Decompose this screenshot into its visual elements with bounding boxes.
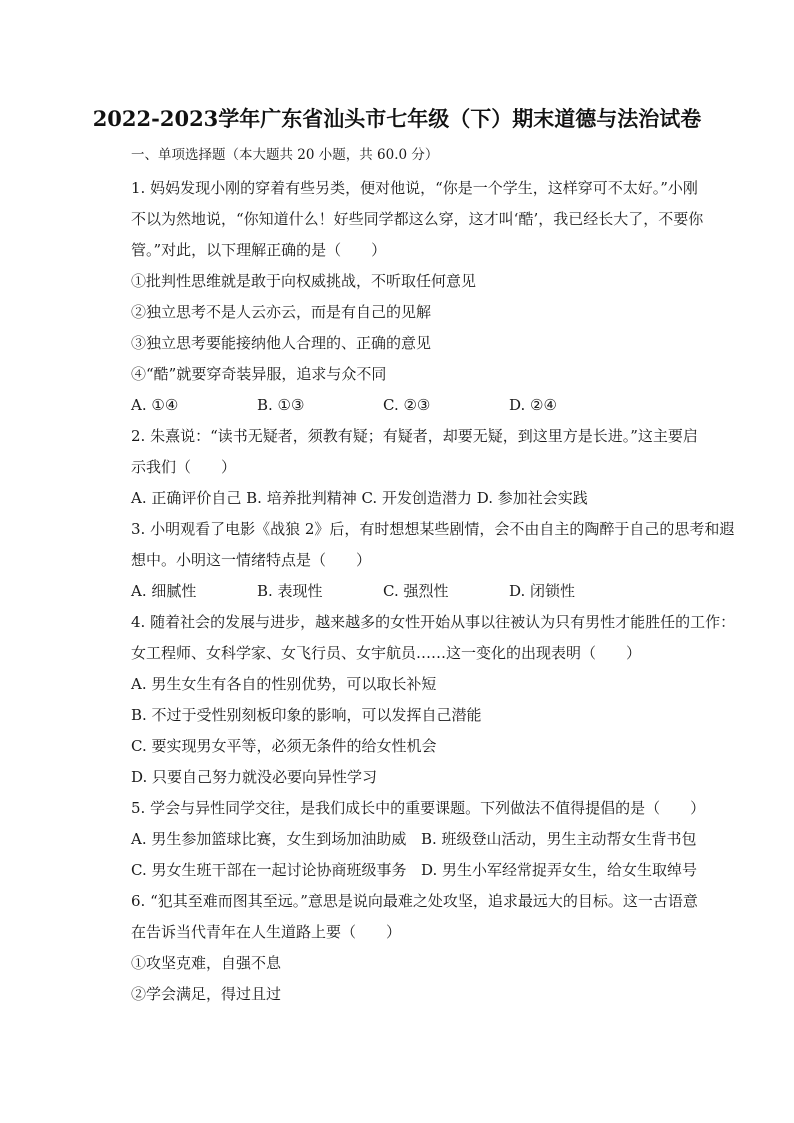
answer-options	[131, 824, 711, 855]
question-stem-line: 4. 随着社会的发展与进步，越来越多的女性开始从事以往被认为只有男性才能胜任的工作：	[131, 613, 736, 631]
question-stem-line: 想中。小明这一情绪特点是（ ）	[131, 551, 372, 569]
option-b[interactable]: B. 表现性	[257, 582, 323, 600]
statement-item: ①攻坚克难，自强不息	[131, 954, 282, 972]
question-stem-line: 5. 学会与异性同学交往，是我们成长中的重要课题。下列做法不值得提倡的是（ ）	[131, 799, 706, 817]
option-d[interactable]: D. 男生小军经常捉弄女生，给女生取绰号	[421, 861, 698, 879]
question-stem-line: 不以为然地说，“你知道什么！好些同学都这么穿，这才叫‘酷’，我已经长大了，不要你	[131, 210, 704, 228]
question-stem-line: 3. 小明观看了电影《战狼 2》后，有时想想某些剧情，会不由自主的陶醉于自己的思考和遐	[131, 520, 735, 538]
question-stem-line: 示我们（ ）	[131, 458, 237, 476]
answer-options	[131, 390, 711, 421]
option-a[interactable]: A. 男生女生有各自的性别优势，可以取长补短	[131, 675, 437, 693]
question-stem-line: 1. 妈妈发现小刚的穿着有些另类，便对他说，“你是一个学生，这样穿可不太好。”小刚	[131, 179, 698, 197]
option-b[interactable]: B. 不过于受性别刻板印象的影响，可以发挥自己潜能	[131, 706, 482, 724]
answer-options	[131, 576, 711, 607]
question-list	[131, 173, 736, 1010]
question-6	[131, 886, 711, 1010]
question-1	[131, 173, 711, 421]
statement-item: ②独立思考不是人云亦云，而是有自己的见解	[131, 303, 432, 321]
option-c[interactable]: C. 强烈性	[383, 582, 449, 600]
option-a[interactable]: A. 细腻性	[131, 582, 197, 600]
question-3	[131, 514, 735, 607]
option-c[interactable]: C. 男女生班干部在一起讨论协商班级事务	[131, 861, 407, 879]
option-b[interactable]: B. ①③	[257, 396, 305, 414]
page-title: 2022-2023学年广东省汕头市七年级（下）期末道德与法治试卷	[92, 106, 702, 131]
option-a[interactable]: A. ①④	[131, 396, 179, 414]
statement-item: ①批判性思维就是敢于向权威挑战，不听取任何意见	[131, 272, 477, 290]
option-a[interactable]: A. 男生参加篮球比赛，女生到场加油助威	[131, 830, 407, 848]
question-5	[131, 793, 711, 886]
option-c[interactable]: C. 要实现男女平等，必须无条件的给女性机会	[131, 737, 437, 755]
question-stem-line: 6. “犯其至难而图其至远。”意思是说向最难之处攻坚，追求最远大的目标。这一古语意	[131, 892, 698, 910]
question-stem-line: 管。”对此，以下理解正确的是（ ）	[131, 241, 387, 259]
statement-item: ④“酷”就要穿奇装异服，追求与众不同	[131, 365, 387, 383]
option-d[interactable]: D. 只要自己努力就没必要向异性学习	[131, 768, 378, 786]
answer-options	[131, 855, 711, 886]
option-d[interactable]: D. ②④	[509, 396, 557, 414]
statement-item: ②学会满足，得过且过	[131, 985, 282, 1003]
question-2	[131, 421, 711, 514]
question-stem-line: 女工程师、女科学家、女飞行员、女宇航员……这一变化的出现表明（ ）	[131, 644, 642, 662]
statement-item: ③独立思考要能接纳他人合理的、正确的意见	[131, 334, 432, 352]
option-d[interactable]: D. 闭锁性	[509, 582, 576, 600]
question-stem-line: 2. 朱熹说：“读书无疑者，须教有疑；有疑者，却要无疑，到这里方是长进。”这主要启	[131, 427, 698, 445]
option-b[interactable]: B. 班级登山活动，男生主动帮女生背书包	[421, 830, 697, 848]
answer-options[interactable]: A. 正确评价自己 B. 培养批判精神 C. 开发创造潜力 D. 参加社会实践	[131, 489, 588, 507]
option-c[interactable]: C. ②③	[383, 396, 431, 414]
question-stem-line: 在告诉当代青年在人生道路上要（ ）	[131, 923, 402, 941]
section-heading: 一、单项选择题（本大题共 20 小题，共 60.0 分）	[131, 147, 439, 163]
question-4	[131, 607, 736, 793]
